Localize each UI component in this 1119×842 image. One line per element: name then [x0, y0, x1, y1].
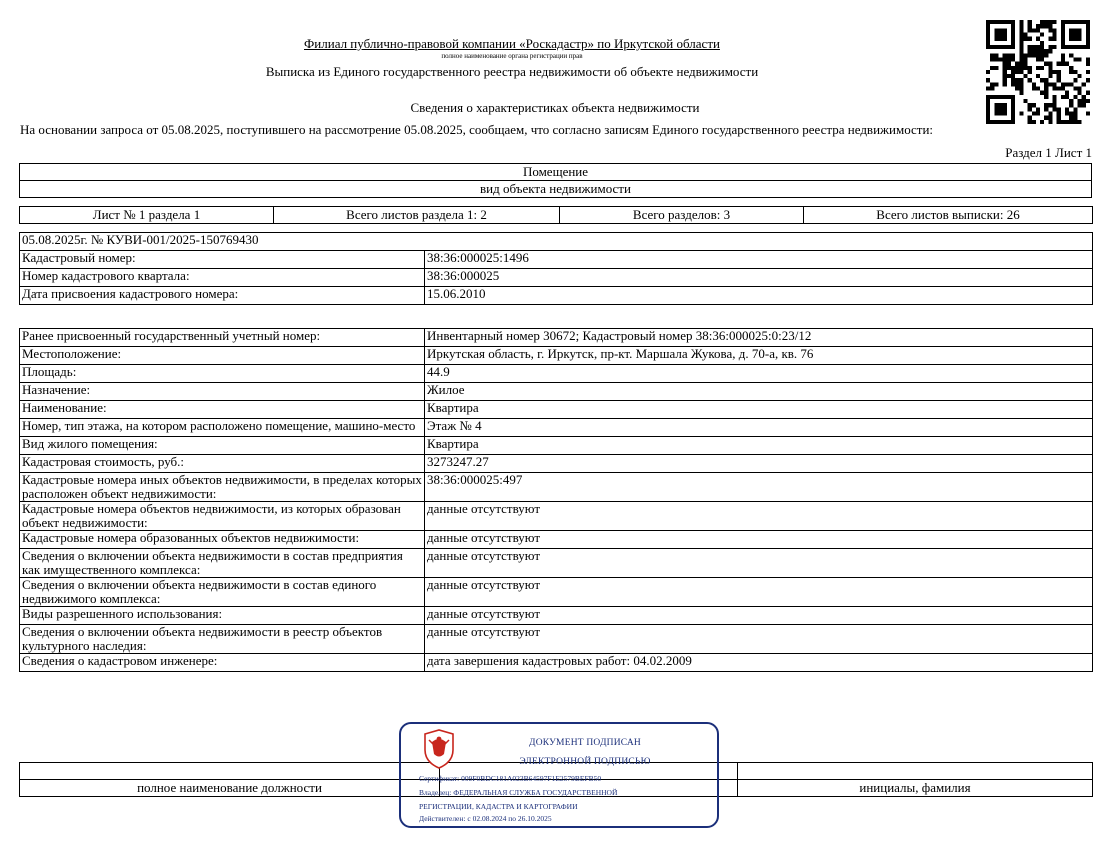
- row-label: Кадастровый номер:: [20, 251, 425, 269]
- position-cell: [20, 763, 440, 780]
- row-value: данные отсутствуют: [425, 607, 1093, 625]
- row-value: Квартира: [425, 437, 1093, 455]
- stamp-owner-line1: Владелец: ФЕДЕРАЛЬНАЯ СЛУЖБА ГОСУДАРСТВЕННОЙ: [419, 788, 618, 797]
- total-extract-sheets: Всего листов выписки: 26: [804, 207, 1093, 224]
- row-label: Сведения о включении объекта недвижимости в реестр объектов культурного наследия:: [20, 625, 425, 654]
- row-label: Номер, тип этажа, на котором расположено помещение, машино-место: [20, 419, 425, 437]
- organization-caption: полное наименование органа регистрации прав: [441, 52, 583, 60]
- row-value: Инвентарный номер 30672; Кадастровый номер 38:36:000025:0:23/12: [425, 329, 1093, 347]
- row-label: Площадь:: [20, 365, 425, 383]
- row-value: Этаж № 4: [425, 419, 1093, 437]
- row-label: Дата присвоения кадастрового номера:: [20, 287, 425, 305]
- name-caption: инициалы, фамилия: [738, 780, 1093, 797]
- row-label: Кадастровая стоимость, руб.:: [20, 455, 425, 473]
- sheet-reference: Раздел 1 Лист 1: [1005, 145, 1092, 160]
- stamp-certificate: Сертификат: 009F0BDC181A023B64597F1E2579BEFB50: [419, 774, 602, 783]
- row-label: Ранее присвоенный государственный учетный номер:: [20, 329, 425, 347]
- organization-name: Филиал публично-правовой компании «Роскадастр» по Иркутской области: [304, 36, 720, 51]
- stamp-valid: Действителен: с 02.08.2024 по 26.10.2025: [419, 814, 552, 823]
- row-value: Жилое: [425, 383, 1093, 401]
- row-label: Кадастровые номера объектов недвижимости, из которых образован объект недвижимости:: [20, 502, 425, 531]
- row-label: Местоположение:: [20, 347, 425, 365]
- position-caption: полное наименование должности: [20, 780, 440, 797]
- row-value: данные отсутствуют: [425, 502, 1093, 531]
- section-title: Сведения о характеристиках объекта недвижимости: [410, 100, 700, 115]
- row-value: 44.9: [425, 365, 1093, 383]
- total-sections: Всего разделов: 3: [560, 207, 804, 224]
- registration-table: [19, 232, 1093, 305]
- row-label: Сведения о включении объекта недвижимости в состав предприятия как имущественного комплекса:: [20, 549, 425, 578]
- stamp-title-line2: ЭЛЕКТРОННОЙ ПОДПИСЬЮ: [519, 757, 651, 767]
- row-label: Сведения о кадастровом инженере:: [20, 654, 425, 672]
- row-label: Назначение:: [20, 383, 425, 401]
- characteristics-table: [19, 328, 1093, 672]
- row-label: Сведения о включении объекта недвижимости в состав единого недвижимого комплекса:: [20, 578, 425, 607]
- qr-code: [986, 20, 1090, 124]
- electronic-signature-stamp: [399, 722, 719, 828]
- row-label: Кадастровые номера иных объектов недвижимости, в пределах которых расположен объект недвижимости:: [20, 473, 425, 502]
- row-value: 15.06.2010: [425, 287, 1093, 305]
- emblem-icon: [421, 728, 457, 770]
- stamp-title-line1: ДОКУМЕНТ ПОДПИСАН: [529, 738, 641, 748]
- row-value: данные отсутствуют: [425, 625, 1093, 654]
- row-value: 38:36:000025:1496: [425, 251, 1093, 269]
- row-label: Вид жилого помещения:: [20, 437, 425, 455]
- row-value: 3273247.27: [425, 455, 1093, 473]
- row-value: дата завершения кадастровых работ: 04.02.2009: [425, 654, 1093, 672]
- row-label: Наименование:: [20, 401, 425, 419]
- total-section-sheets: Всего листов раздела 1: 2: [274, 207, 560, 224]
- extract-number: 05.08.2025г. № КУВИ-001/2025-150769430: [20, 233, 1093, 251]
- row-value: данные отсутствуют: [425, 549, 1093, 578]
- sheet-number: Лист № 1 раздела 1: [20, 207, 274, 224]
- row-label: Кадастровые номера образованных объектов недвижимости:: [20, 531, 425, 549]
- row-value: данные отсутствуют: [425, 531, 1093, 549]
- sheet-info-table: [19, 206, 1093, 224]
- object-type: Помещение: [20, 164, 1092, 181]
- object-type-table: [19, 163, 1092, 198]
- row-label: Виды разрешенного использования:: [20, 607, 425, 625]
- row-value: Квартира: [425, 401, 1093, 419]
- row-value: 38:36:000025: [425, 269, 1093, 287]
- object-type-caption: вид объекта недвижимости: [20, 181, 1092, 198]
- row-value: данные отсутствуют: [425, 578, 1093, 607]
- document-title: Выписка из Единого государственного реестра недвижимости об объекте недвижимости: [265, 64, 759, 79]
- stamp-owner-line2: РЕГИСТРАЦИИ, КАДАСТРА И КАРТОГРАФИИ: [419, 802, 578, 811]
- basis-text: На основании запроса от 05.08.2025, поступившего на рассмотрение 05.08.2025, сообщаем, что согласно записям Единого государственного реестра недвижимости:: [20, 122, 934, 137]
- name-cell: [738, 763, 1093, 780]
- row-label: Номер кадастрового квартала:: [20, 269, 425, 287]
- row-value: 38:36:000025:497: [425, 473, 1093, 502]
- row-value: Иркутская область, г. Иркутск, пр-кт. Маршала Жукова, д. 70-а, кв. 76: [425, 347, 1093, 365]
